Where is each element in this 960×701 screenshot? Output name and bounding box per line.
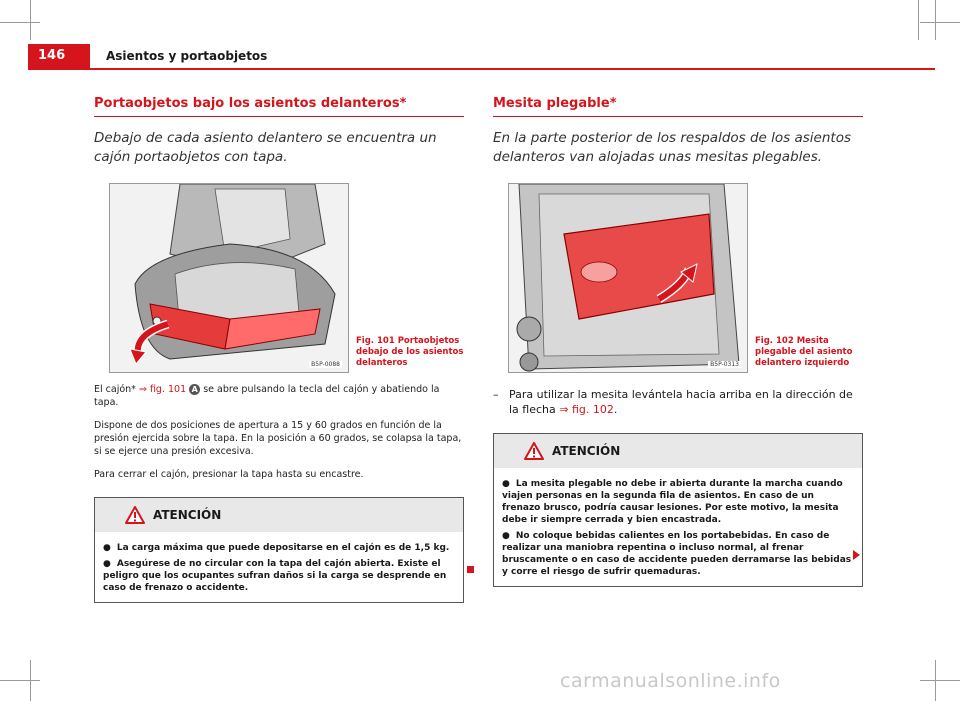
bullet-dot: ● bbox=[502, 479, 510, 489]
paragraph-open-drawer bbox=[94, 383, 464, 409]
warning-body bbox=[494, 468, 862, 586]
instruction-step bbox=[493, 387, 863, 417]
figure-101-image bbox=[109, 183, 349, 373]
page-number: 146 bbox=[28, 44, 90, 68]
figure-101 bbox=[94, 183, 464, 373]
warning-bullet bbox=[502, 478, 854, 526]
warning-bullet bbox=[103, 558, 455, 594]
warning-bullet-text: Asegúrese de no circular con la tapa del cajón abierta. Existe el peligro que los ocupantes sufran daños si la carga se desprende en caso de frenazo o accidente. bbox=[103, 559, 447, 593]
warning-triangle-icon bbox=[524, 442, 544, 460]
warning-header bbox=[95, 498, 463, 532]
intro-table: En la parte posterior de los respaldos de los asientos delanteros van alojadas unas mesitas plegables. bbox=[493, 130, 851, 165]
warning-bullet bbox=[502, 530, 854, 578]
crop-mark bbox=[920, 22, 960, 23]
watermark: carmanualsonline.info bbox=[560, 670, 781, 692]
right-column bbox=[493, 96, 863, 587]
figure-reference-link[interactable]: ⇒ fig. 102 bbox=[559, 403, 614, 416]
warning-body bbox=[95, 532, 463, 602]
bullet-dot: ● bbox=[103, 543, 111, 553]
intro-storage: Debajo de cada asiento delantero se encuentra un cajón portaobjetos con tapa. bbox=[94, 130, 437, 165]
figure-101-caption: Fig. 101 Portaobjetos debajo de los asientos delanteros bbox=[356, 336, 464, 368]
warning-title: ATENCIÓN bbox=[552, 444, 621, 458]
step-text: Para utilizar la mesita levántela hacia arriba en la dirección de la flecha bbox=[509, 388, 853, 416]
continue-arrow-icon bbox=[853, 550, 860, 560]
warning-bullet-text: La carga máxima que puede depositarse en el cajón es de 1,5 kg. bbox=[116, 543, 450, 553]
step-dash: – bbox=[493, 388, 499, 401]
section-title-storage: Portaobjetos bajo los asientos delanteros* bbox=[94, 96, 464, 117]
bullet-dot: ● bbox=[502, 531, 510, 541]
figure-code: B5P-0313 bbox=[710, 361, 739, 368]
crop-mark bbox=[0, 680, 40, 681]
section-title-table: Mesita plegable* bbox=[493, 96, 863, 117]
warning-box-storage bbox=[94, 497, 464, 603]
figure-102-caption: Fig. 102 Mesita plegable del asiento delantero izquierdo bbox=[755, 336, 853, 368]
warning-title: ATENCIÓN bbox=[153, 508, 222, 522]
warning-bullet bbox=[103, 542, 455, 554]
crop-mark bbox=[935, 0, 936, 40]
crop-mark bbox=[918, 0, 919, 40]
text-segment: se abre pulsando la tecla del cajón y abatiendo la tapa. bbox=[94, 384, 440, 408]
warning-bullet-text: La mesita plegable no debe ir abierta durante la marcha cuando viajen personas en la segunda fila de asientos. En caso de un frenazo brusco, podría causar lesiones. Por este motivo, la mesita debe ir siempre cerrada y bien encastrada. bbox=[502, 479, 843, 525]
warning-header bbox=[494, 434, 862, 468]
running-section-title: Asientos y portaobjetos bbox=[106, 49, 268, 63]
callout-a: A bbox=[189, 384, 200, 395]
warning-triangle-icon bbox=[125, 506, 145, 524]
warning-bullet-text: No coloque bebidas calientes en los portabebidas. En caso de realizar una maniobra repentina o incluso normal, al frenar bruscamente o en caso de accidente pueden derramarse las bebidas y corre el riesgo de sufrir quemaduras. bbox=[502, 531, 852, 577]
bullet-dot: ● bbox=[103, 559, 111, 569]
figure-code: B5P-0088 bbox=[311, 361, 340, 368]
section-end-mark bbox=[467, 566, 474, 573]
left-column bbox=[94, 96, 464, 603]
page-header bbox=[0, 44, 935, 72]
paragraph-close: Para cerrar el cajón, presionar la tapa hasta su encastre. bbox=[94, 469, 364, 480]
folding-table-illustration bbox=[509, 184, 748, 373]
crop-mark bbox=[30, 0, 31, 40]
figure-reference-link[interactable]: ⇒ fig. 101 bbox=[138, 384, 187, 395]
step-body bbox=[509, 387, 863, 417]
text-segment: El cajón* bbox=[94, 384, 136, 395]
step-end: . bbox=[613, 403, 618, 416]
crop-mark bbox=[0, 22, 40, 23]
seat-drawer-illustration bbox=[110, 184, 349, 373]
figure-102-image bbox=[508, 183, 748, 373]
paragraph-positions: Dispone de dos posiciones de apertura a 15 y 60 grados en función de la presión ejercida sobre la tapa. En la posición a 60 grados, se colapsa la tapa, si se ejerce una presión excesiva. bbox=[94, 420, 462, 457]
figure-102 bbox=[493, 183, 863, 373]
crop-mark bbox=[920, 680, 960, 681]
warning-box-table bbox=[493, 433, 863, 587]
header-rule bbox=[28, 68, 935, 70]
